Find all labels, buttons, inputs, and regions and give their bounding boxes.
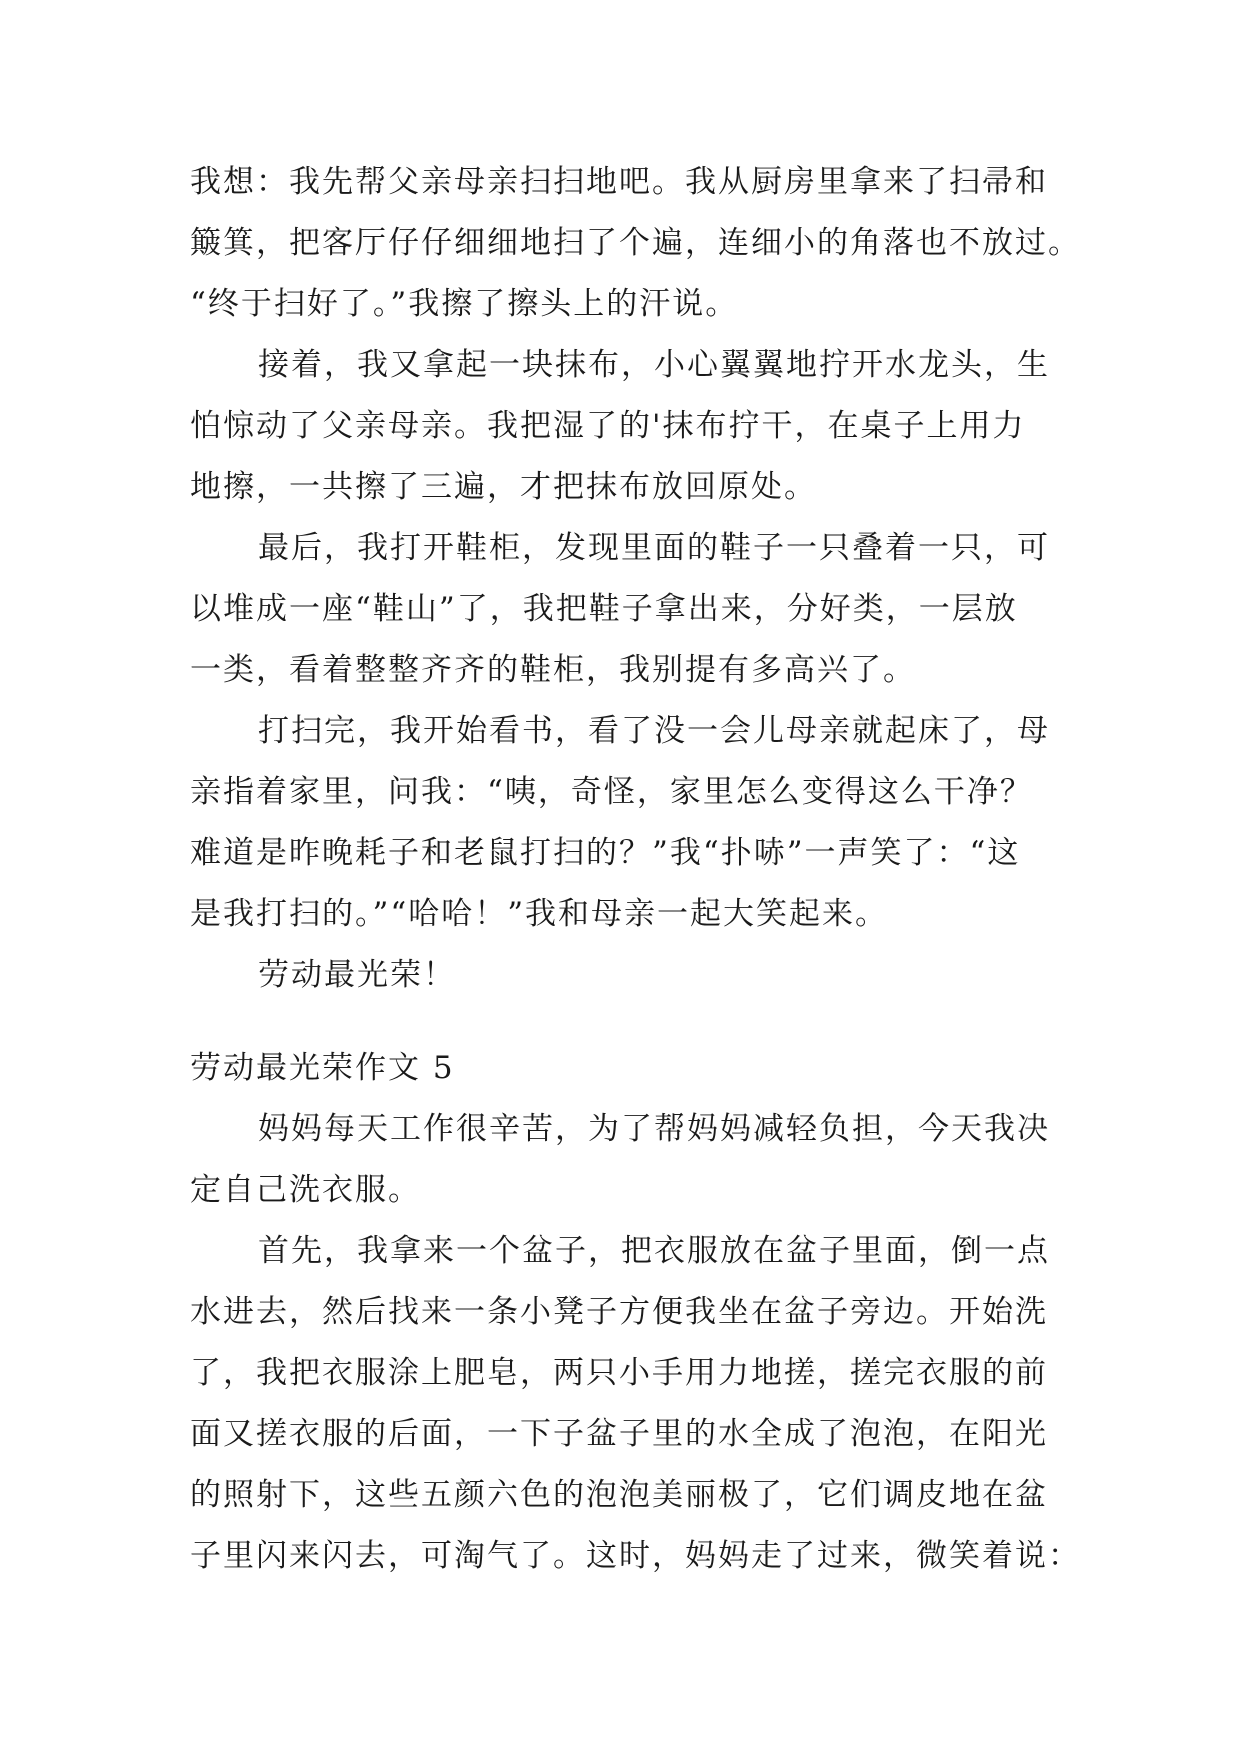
text-line: 簸箕，把客厅仔仔细细地扫了个遍，连细小的角落也不放过。 bbox=[190, 225, 1081, 261]
text-line: 一类，看着整整齐齐的鞋柜，我别提有多高兴了。 bbox=[190, 652, 916, 688]
text-line: 是我打扫的。”“哈哈！”我和母亲一起大笑起来。 bbox=[190, 896, 889, 932]
text-line: 了，我把衣服涂上肥皂，两只小手用力地搓，搓完衣服的前 bbox=[190, 1355, 1048, 1391]
text-line: 劳动最光荣！ bbox=[258, 957, 456, 993]
text-line: “终于扫好了。”我擦了擦头上的汗说。 bbox=[190, 286, 739, 322]
text-line: 接着，我又拿起一块抹布，小心翼翼地拧开水龙头，生 bbox=[258, 347, 1050, 383]
text-line: 最后，我打开鞋柜，发现里面的鞋子一只叠着一只，可 bbox=[258, 530, 1050, 566]
text-line: 亲指着家里，问我：“咦，奇怪，家里怎么变得这么干净？ bbox=[190, 774, 1033, 810]
text-line: 打扫完，我开始看书，看了没一会儿母亲就起床了，母 bbox=[258, 713, 1050, 749]
essay-section-5-body bbox=[190, 1099, 1081, 1587]
text-line: 首先，我拿来一个盆子，把衣服放在盆子里面，倒一点 bbox=[258, 1233, 1050, 1269]
text-line: 怕惊动了父亲母亲。我把湿了的'抹布拧干，在桌子上用力 bbox=[190, 408, 1026, 444]
text-line: 面又搓衣服的后面，一下子盆子里的水全成了泡泡，在阳光 bbox=[190, 1416, 1048, 1452]
text-line: 水进去，然后找来一条小凳子方便我坐在盆子旁边。开始洗 bbox=[190, 1294, 1048, 1330]
text-line: 难道是昨晚耗子和老鼠打扫的？”我“扑哧”一声笑了：“这 bbox=[190, 835, 1021, 871]
text-line: 定自己洗衣服。 bbox=[190, 1172, 421, 1208]
text-line: 的照射下，这些五颜六色的泡泡美丽极了，它们调皮地在盆 bbox=[190, 1477, 1048, 1513]
text-line: 妈妈每天工作很辛苦，为了帮妈妈减轻负担，今天我决 bbox=[258, 1111, 1050, 1147]
essay-section-4-ending bbox=[190, 152, 1081, 1006]
essay-heading: 劳动最光荣作文 5 bbox=[190, 1050, 455, 1086]
text-line: 以堆成一座“鞋山”了，我把鞋子拿出来，分好类，一层放 bbox=[190, 591, 1018, 627]
text-line: 子里闪来闪去，可淘气了。这时，妈妈走了过来，微笑着说： bbox=[190, 1538, 1081, 1574]
text-line: 我想：我先帮父亲母亲扫扫地吧。我从厨房里拿来了扫帚和 bbox=[190, 164, 1048, 200]
text-line: 地擦，一共擦了三遍，才把抹布放回原处。 bbox=[190, 469, 817, 505]
